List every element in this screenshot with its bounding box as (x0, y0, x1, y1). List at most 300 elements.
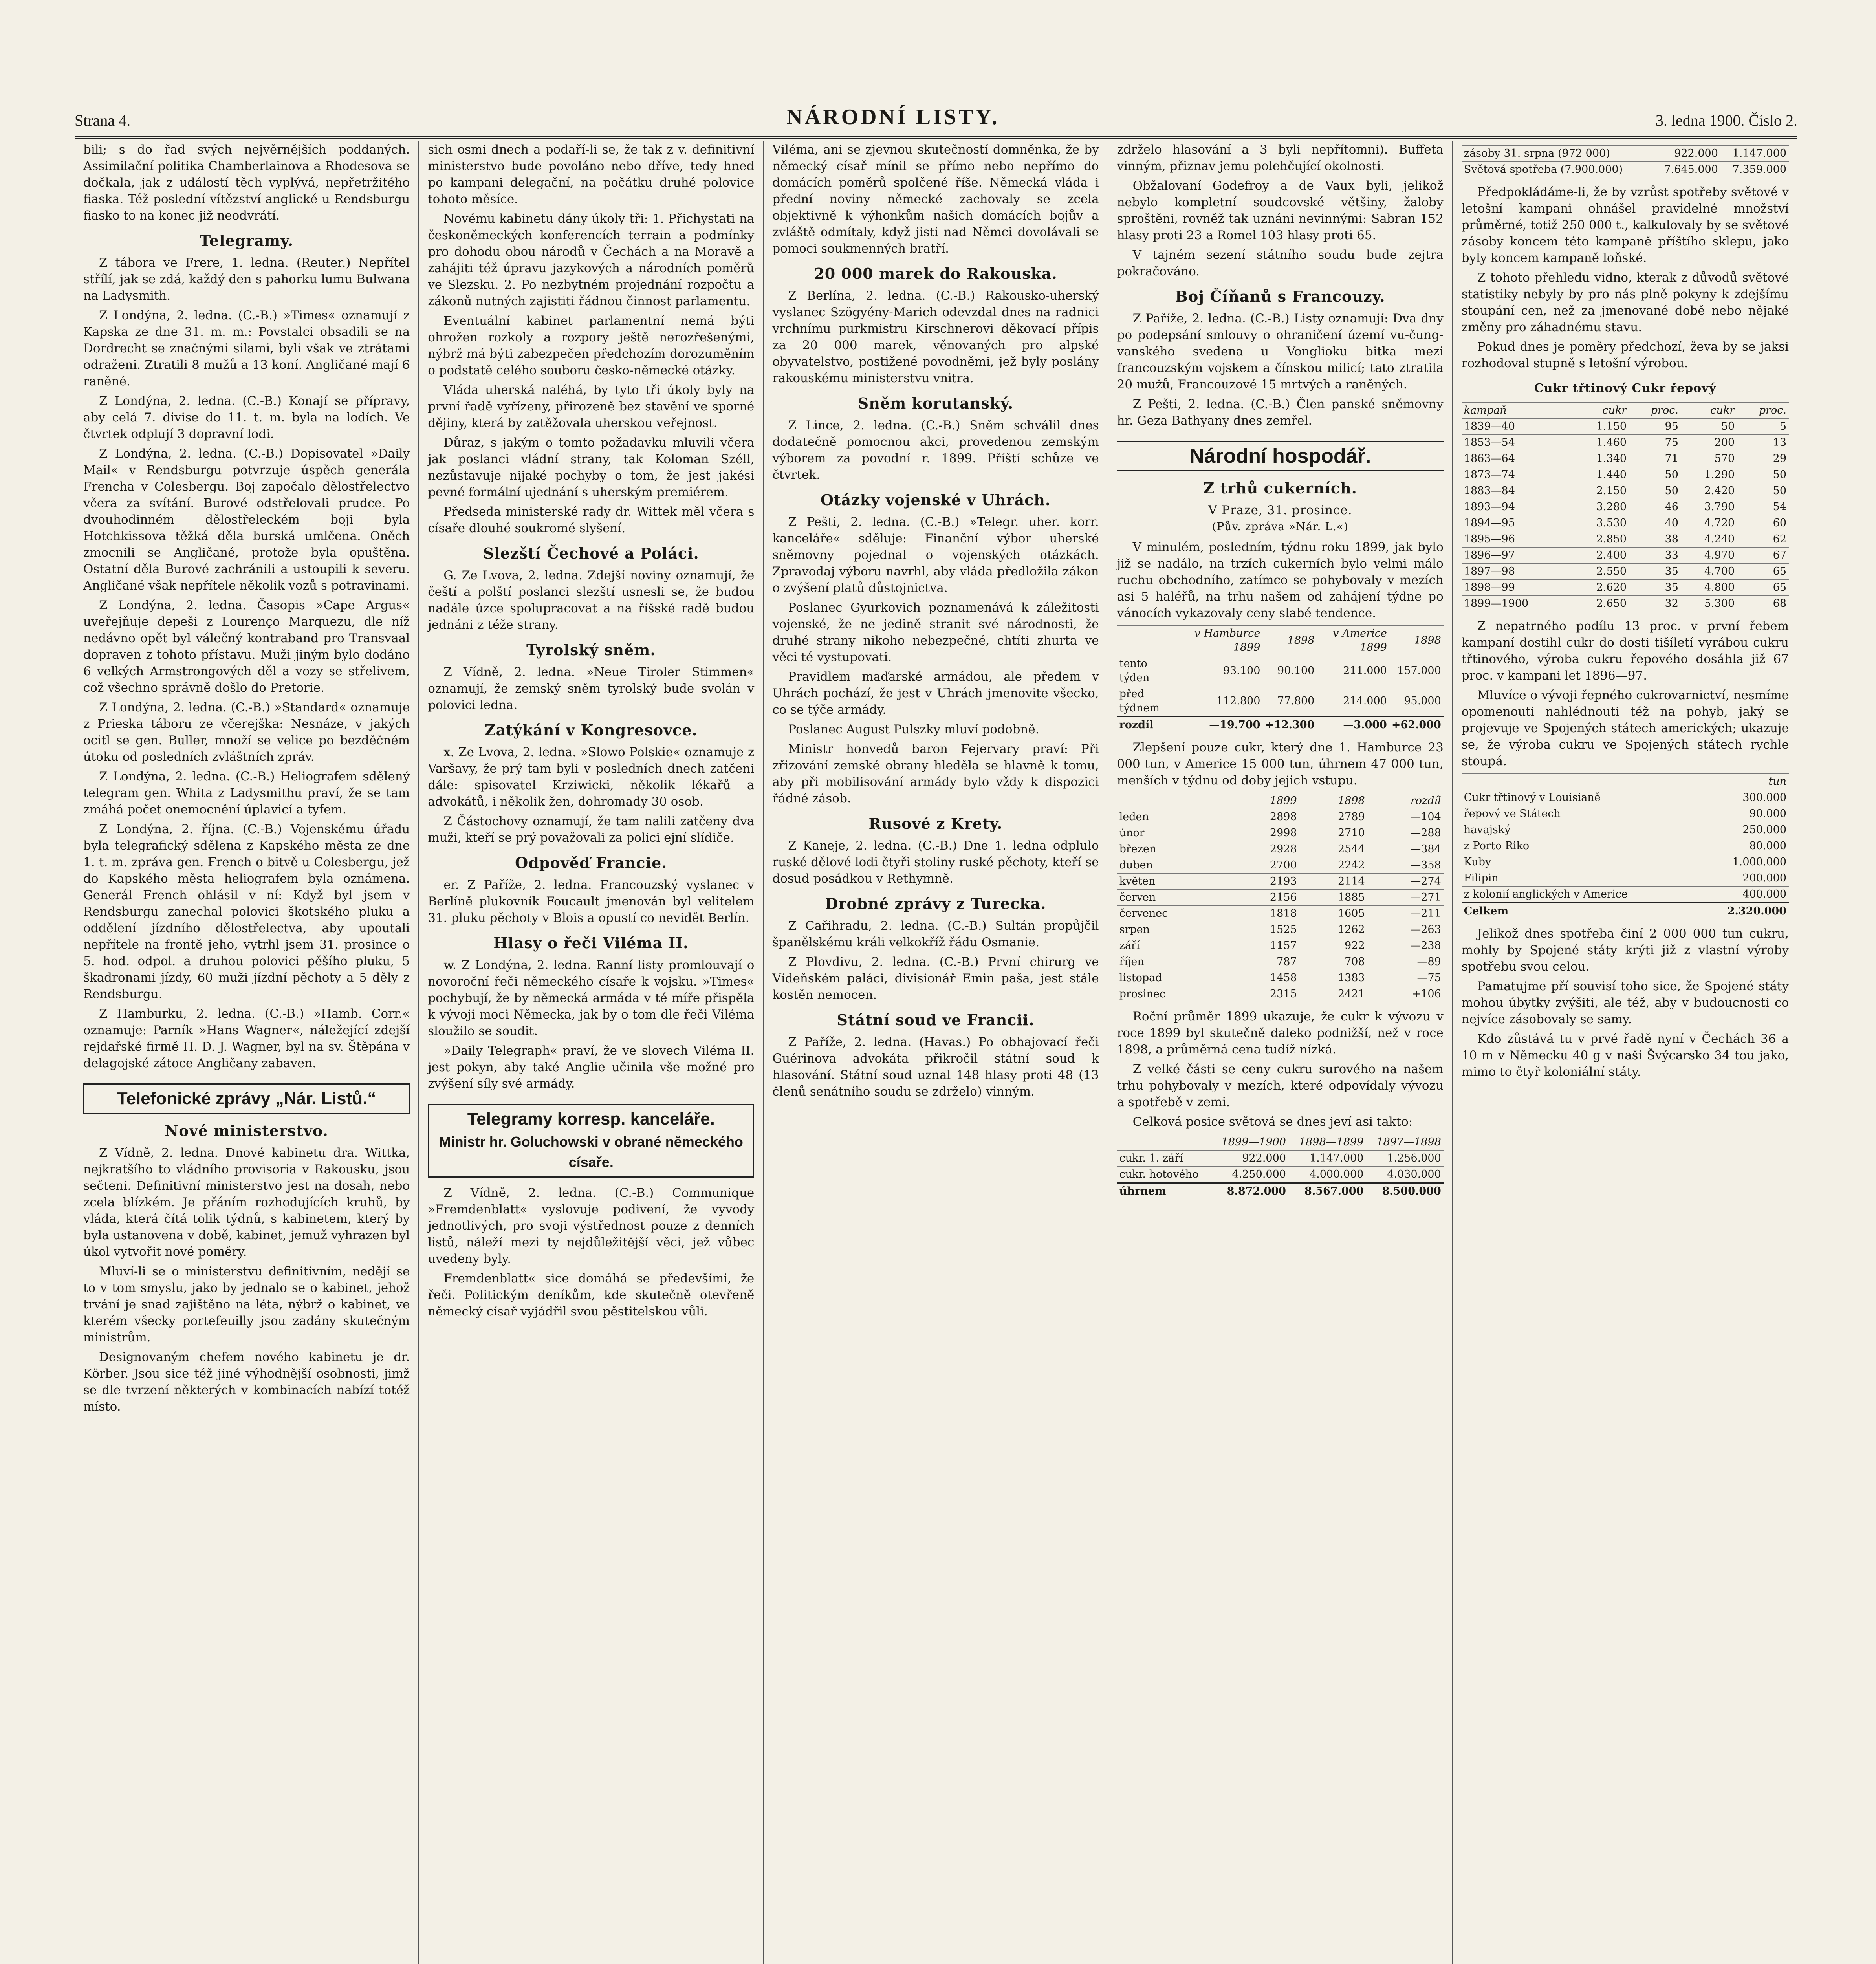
table-header-cell: v Hamburce 1899 (1178, 626, 1263, 656)
table-cell: 1853—54 (1462, 435, 1573, 451)
table-cell: 300.000 (1699, 790, 1789, 806)
table-cell: 95 (1629, 419, 1681, 435)
table-body (1462, 419, 1789, 612)
table-row (1462, 467, 1789, 483)
table-cell: 1.000.000 (1699, 854, 1789, 870)
table-row (1117, 938, 1444, 954)
table-cell: 62 (1737, 531, 1789, 548)
page-number: Strana 4. (75, 112, 131, 129)
table-cell: 250.000 (1699, 822, 1789, 838)
table-body (1117, 656, 1444, 733)
table-cell: 35 (1629, 564, 1681, 580)
table-cell: rozdíl (1117, 717, 1178, 733)
article-paragraph: Z nepatrného podílu 13 proc. v první řebem kampaní dostihl cukr do dosti tišíletí vyrábou cukru třtinového, výroba cukru řepového dosáhla již 67 proc. v kampani let 1896—97. (1461, 619, 1789, 683)
section-title-zatykani: Zatýkání v Kongresovce. (484, 721, 698, 739)
article-paragraph: V tajném sezení státního soudu bude zejtra pokračováno. (1117, 248, 1444, 278)
table-cell: —104 (1367, 809, 1444, 825)
section-title-20000-marek: 20 000 marek do Rakouska. (814, 265, 1057, 282)
column-1 (75, 141, 419, 1964)
table-row (1462, 870, 1789, 887)
article-paragraph: Ministr honvedů baron Fejervary praví: Při zřizování zemské obrany hleděla se hlavně k tomu, aby při mobilisování armády bylo vždy k dispozici řádné zásob. (772, 742, 1099, 806)
table-cell: 2315 (1231, 986, 1299, 1002)
table-cell: 5 (1737, 419, 1789, 435)
table-cell: 570 (1681, 451, 1737, 467)
table-usa-sources (1462, 773, 1789, 919)
table-cell: 400.000 (1699, 887, 1789, 903)
table-cell: 922 (1299, 938, 1367, 954)
table-row (1462, 146, 1789, 162)
table-cell: prosinec (1117, 986, 1231, 1002)
table-cell: 1.460 (1573, 435, 1629, 451)
table-cell: 1893—94 (1462, 499, 1573, 515)
table-row (1117, 841, 1444, 857)
table-cell: 75 (1629, 435, 1681, 451)
table-cell: 1863—64 (1462, 451, 1573, 467)
article-paragraph: x. Ze Lvova, 2. ledna. »Slowo Polskie« oznamuje z Varšavy, že prý tam byli v posledních dnech zatčeni dále: spisovatel Krziwicki, několik lékařů a advokátů, i několik žen, dohromady 30 osob. (428, 745, 755, 809)
table-cell: listopad (1117, 970, 1231, 986)
table-header-cell: tun (1699, 774, 1789, 790)
section-title-rusove-z-krety: Rusové z Krety. (868, 815, 1003, 832)
article-paragraph: Fremdenblatt« sice domáhá se předevšími, že řeči. Politickým deníkům, kde skutečně otevřeně německý císař vyjádřil svou pěstitelskou vůli. (428, 1271, 755, 1319)
table-cell: 1898—99 (1462, 580, 1573, 596)
article-paragraph: Důraz, s jakým o tomto požadavku mluvili včera jak poslanci vládní strany, tak Koloman Széll, nezůstavuje nijaké pochyby o tom, že jest jakési pevné formální ujednání s uherským premiérem. (428, 436, 755, 499)
table-row (1462, 451, 1789, 467)
table-header-cell: 1898 (1262, 626, 1317, 656)
column-4 (1108, 141, 1453, 1964)
table-cell: 2421 (1299, 986, 1367, 1002)
table-cell: Celkem (1462, 903, 1699, 920)
table-cell: 2193 (1231, 874, 1299, 890)
table-cell: 33 (1629, 548, 1681, 564)
table-cell: řepový ve Státech (1462, 806, 1699, 822)
columns (75, 141, 1797, 1964)
article-continuation: Viléma, ani se zjevnou skutečností domněnka, že by německý císař mínil se přímo nebo nepřímo do domácích poměrů spolčené říše. Německá vláda i přední noviny německé zachovaly se zcela objektivně k výhonkům našich domácích bojův a zvláště odmítaly, když jisti nad Němci dovolávali se pomoci soukmenných bratří. (772, 143, 1099, 256)
table-row (1117, 970, 1444, 986)
table-cell: 1818 (1231, 906, 1299, 922)
table-world-position (1117, 1134, 1444, 1199)
table-cell: 1605 (1299, 906, 1367, 922)
section-title-tyrolsky-snem: Tyrolský sněm. (526, 641, 656, 659)
table-cell: 80.000 (1699, 838, 1789, 854)
table-cell: červen (1117, 890, 1231, 906)
table-cell: Cukr třtinový v Louisianě (1462, 790, 1699, 806)
table-row (1117, 825, 1444, 841)
table-cell: 1458 (1231, 970, 1299, 986)
table-cell: květen (1117, 874, 1231, 890)
table-header-cell (1117, 1134, 1211, 1151)
article-paragraph: Mluví-li se o ministerstvu definitivním, nedějí se to v tom smyslu, jako by jednalo se o kabinet, jehož trvání je snad zajištěno na léta, nýbrž o kabinet, ve kterém všecky portefeuilly jsou zadány skutečným ministrům. (83, 1264, 410, 1345)
table-row (1462, 564, 1789, 580)
article-paragraph: Z velké části se ceny cukru surového na našem trhu pohybovaly v mezích, které odpovídaly vývozu a spotřebě v zemi. (1117, 1062, 1444, 1109)
article-paragraph: Z Vídně, 2. ledna. »Neue Tiroler Stimmen« oznamují, že zemský sněm tyrolský bude svolán v polovici ledna. (428, 665, 755, 712)
table-header-row (1462, 403, 1789, 419)
table-cell: 157.000 (1389, 656, 1444, 686)
section-title-narodni-hospodar: Národní hospodář. (1117, 441, 1444, 471)
article-paragraph: G. Ze Lvova, 2. ledna. Zdejší noviny oznamují, že čeští a polští poslanci slezští usnesli se, že budou nadále úzce spolupracovat a na říšské radě budou jednáni z téže strany. (428, 568, 755, 632)
table-cell: tento týden (1117, 656, 1178, 686)
table-cell: říjen (1117, 954, 1231, 970)
table-cell: 1883—84 (1462, 483, 1573, 499)
table-cell: úhrnem (1117, 1183, 1211, 1200)
table-cell: 2998 (1231, 825, 1299, 841)
table-cell: 214.000 (1317, 686, 1389, 717)
section-title-telegramy: Telegramy. (200, 232, 294, 249)
table-cell: 7.359.000 (1720, 162, 1789, 178)
table-header-cell: cukr (1573, 403, 1629, 419)
telegram-item: Z Londýna, 2. ledna. (C.-B.) Heliografem sdělený telegram gen. Whita z Ladysmithu praví, že se tam zmáhá počet onemocnění úplavicí a tyfem. (83, 769, 410, 817)
table-body (1462, 146, 1789, 178)
issue-date: 3. ledna 1900. Číslo 2. (1655, 112, 1797, 129)
table-cell: Filipin (1462, 870, 1699, 887)
table-cell: 90.000 (1699, 806, 1789, 822)
table-row (1462, 499, 1789, 515)
table-cell: 3.790 (1681, 499, 1737, 515)
article-paragraph: »Daily Telegraph« praví, že ve slovech Viléma II. jest pokyn, aby také Anglie učinila vše možné pro zvýšení síly své armády. (428, 1044, 755, 1091)
article-paragraph: Obžalovaní Godefroy a de Vaux byli, jelikož nebylo kompletní soudcovské většiny, žaloby sproštěni, rovněž tak uznáni nevinnými: Sabran 152 hlasy proti 23 a Romel 103 hlasy proti 65. (1117, 179, 1444, 242)
table-cell: 1895—96 (1462, 531, 1573, 548)
table-cukr-trtinovy-repny (1462, 402, 1789, 612)
table-header-cell: 1898 (1299, 793, 1367, 809)
table-row (1117, 986, 1444, 1002)
table-cell: Kuby (1462, 854, 1699, 870)
table-cell: 1525 (1231, 922, 1299, 938)
article-paragraph: Z Berlína, 2. ledna. (C.-B.) Rakousko-uherský vyslanec Szögyény-Marich odevzdal dnes na radnici vrchnímu purkmistru Kirschnerovi děkovací přípis za 20 000 marek, věnovaných pro alpské obyvatelstvo, postižené povodněmi, jež byly poslány rakouskému ministerstvu vnitra. (772, 289, 1099, 385)
section-box-telefonicke-zpravy: Telefonické zprávy „Nár. Listů.“ (83, 1083, 410, 1114)
table-cell: 1894—95 (1462, 515, 1573, 531)
section-title-slezsti-cechove: Slezští Čechové a Poláci. (483, 544, 699, 562)
table-row (1462, 822, 1789, 838)
table-cell: 2.150 (1573, 483, 1629, 499)
telegram-item: Z Hamburku, 2. ledna. (C.-B.) »Hamb. Corr.« oznamuje: Parník »Hans Wagner«, náležející zdejší rejdařské firmě H. D. J. Wagner, byl na sv. Štěpána v delagojské zátoce Angličany zabaven. (83, 1007, 410, 1070)
article-paragraph: Z Paříže, 2. ledna. (C.-B.) Listy oznamují: Dva dny po podepsání smlouvy o ohraničení území vu-čung-vanského svedena u Vonglioku bitka mezi francouzským vojskem a čínskou milicí; tato ztratila 20 mužů, Francouzové 15 mrtvých a raněných. (1117, 311, 1444, 392)
table-title: Cukr třtinový Cukr řepový (1534, 381, 1717, 395)
telegram-item: Z Londýna, 2. ledna. (C.-B.) Konají se přípravy, aby celá 7. divise do 11. t. m. byla na lodích. Ve čtvrtek odplují 3 dopravní lodi. (83, 394, 410, 441)
table-cell: 1899—1900 (1462, 596, 1573, 612)
table-row (1117, 906, 1444, 922)
table-header-cell: 1897—1898 (1366, 1134, 1443, 1151)
article-paragraph: Z Lince, 2. ledna. (C.-B.) Sněm schválil dnes dodatečně pomocnou akci, provedenou zemským výborem za povodní r. 1899. Příští schůze ve čtvrtek. (772, 418, 1099, 482)
telegram-item: Z tábora ve Frere, 1. ledna. (Reuter.) Nepřítel střílí, jak se zdá, každý den s pahorku lumu Bulwana na Ladysmith. (83, 256, 410, 303)
table-cell: 50 (1629, 483, 1681, 499)
section-title-ministerstvo: Nové ministerstvo. (165, 1122, 328, 1140)
table-cell: 4.970 (1681, 548, 1737, 564)
table-cell: —75 (1367, 970, 1444, 986)
table-cell: 2242 (1299, 857, 1367, 874)
table-cell: 7.645.000 (1652, 162, 1720, 178)
table-header-row (1462, 774, 1789, 790)
table-cell: havajský (1462, 822, 1699, 838)
table-cell: 2.550 (1573, 564, 1629, 580)
page-header (75, 98, 1797, 139)
table-cell: 1.340 (1573, 451, 1629, 467)
table-cell: 50 (1737, 467, 1789, 483)
table-cell: 2.620 (1573, 580, 1629, 596)
table-cell: 112.800 (1178, 686, 1263, 717)
table-cell: srpen (1117, 922, 1231, 938)
table-cell: 1.147.000 (1288, 1151, 1366, 1167)
section-title-odpoved-francie: Odpověď Francie. (515, 854, 667, 872)
table-header-cell: v Americe 1899 (1317, 626, 1389, 656)
table-cell: —211 (1367, 906, 1444, 922)
table-row (1462, 903, 1789, 920)
table-cell: 68 (1737, 596, 1789, 612)
table-header-cell (1462, 774, 1699, 790)
table-cell: zásoby 31. srpna (972 000) (1462, 146, 1652, 162)
article-paragraph: Eventuální kabinet parlamentní nemá býti ohrožen rozkoly a rozpory ještě nerozřešenými, nýbrž má býti zabezpečen předchozím dorozuměním o podstatě celého souboru česko-německé otázky. (428, 314, 755, 377)
table-cell: —271 (1367, 890, 1444, 906)
table-cell: 29 (1737, 451, 1789, 467)
table-header-cell: 1898—1899 (1288, 1134, 1366, 1151)
table-cell: 1157 (1231, 938, 1299, 954)
table-header-cell (1117, 626, 1178, 656)
table-cell: 4.000.000 (1288, 1167, 1366, 1183)
article-paragraph: w. Z Londýna, 2. ledna. Ranní listy promlouvají o novoroční řeči německého císaře k vojsku. »Times« pochybují, že by německá armáda v té míře přispěla k vývoji moci Německa, jak by o tom dle řeči Viléma sloužilo se soudit. (428, 958, 755, 1038)
table-cell: 40 (1629, 515, 1681, 531)
article-paragraph: Z Pešti, 2. ledna. (C.-B.) »Telegr. uher. korr. kanceláře« sděluje: Finanční výbor uherské sněmovny pojednal o vojenských otázkách. Zpravodaj výboru navrhl, aby vláda předložila zákon o zvýšení platů důstojnictva. (772, 515, 1099, 595)
article-paragraph: Poslanec August Pulszky mluví podobně. (788, 722, 1039, 736)
table-row (1117, 1167, 1444, 1183)
table-row (1117, 857, 1444, 874)
table-row (1117, 809, 1444, 825)
section-title-boj-cinanu: Boj Číňanů s Francouzy. (1175, 288, 1385, 305)
article-paragraph: Designovaným chefem nového kabinetu je dr. Körber. Jsou sice též jiné výhodnější osobnosti, jimž se dle tvrzení některých v kombinacích nabízí totéž místo. (83, 1350, 410, 1414)
article-paragraph: Pokud dnes je poměry předchozí, ževa by se jaksi rozhodoval stupně s letošní výrobou. (1461, 340, 1789, 370)
table-cell: —274 (1367, 874, 1444, 890)
table-header-row (1117, 1134, 1444, 1151)
table-cell: 71 (1629, 451, 1681, 467)
article-paragraph: Z Vídně, 2. ledna. (C.-B.) Communique »Fremdenblatt« vyslovuje podivení, že vyvody jednotlivých, pro svoji výstřednost pouze z denních listů, náleží mezi ty nejdůležitější věci, jež vůbec uvedeny byly. (428, 1186, 755, 1266)
section-title-otazky-vojenske: Otázky vojenské v Uhrách. (820, 491, 1051, 509)
section-title-snem: Sněm korutanský. (857, 394, 1014, 412)
table-cell: —288 (1367, 825, 1444, 841)
article-paragraph: Z Kaneje, 2. ledna. (C.-B.) Dne 1. ledna odplulo ruské dělové lodi čtyři stoliny ruské pěchoty, kteří se dosud posádkou v Rethymně. (772, 839, 1099, 886)
table-cell: 1.147.000 (1720, 146, 1789, 162)
article-paragraph: Celková posice světová se dnes jeví asi takto: (1132, 1115, 1413, 1129)
table-row (1462, 806, 1789, 822)
box-subtitle: Ministr hr. Goluchowski v obrané německého císaře. (439, 1134, 743, 1170)
table-row (1462, 515, 1789, 531)
table-cell: 3.280 (1573, 499, 1629, 515)
table-cell: 2.320.000 (1699, 903, 1789, 920)
column-5 (1453, 141, 1797, 1964)
table-row (1462, 435, 1789, 451)
table-cell: 708 (1299, 954, 1367, 970)
table-row (1462, 531, 1789, 548)
section-title-statni-soud: Státní soud ve Francii. (837, 1011, 1035, 1029)
table-body (1117, 809, 1444, 1002)
table-body (1462, 790, 1789, 920)
table-cell: leden (1117, 809, 1231, 825)
table-cell: březen (1117, 841, 1231, 857)
table-cell: +12.300 (1262, 717, 1317, 733)
table-row (1117, 890, 1444, 906)
table-cell: 77.800 (1262, 686, 1317, 717)
table-cell: 90.100 (1262, 656, 1317, 686)
table-zasoby (1462, 145, 1789, 178)
table-cell: 922.000 (1652, 146, 1720, 162)
article-paragraph: Z Pešti, 2. ledna. (C.-B.) Člen panské sněmovny hr. Geza Bathyany dnes zemřel. (1117, 397, 1444, 428)
table-cell: z kolonií anglických v Americe (1462, 887, 1699, 903)
table-cell: září (1117, 938, 1231, 954)
paper-title: NÁRODNÍ LISTY. (786, 105, 1000, 129)
table-cell: z Porto Riko (1462, 838, 1699, 854)
table-cell: 1896—97 (1462, 548, 1573, 564)
table-row (1117, 954, 1444, 970)
table-row (1117, 874, 1444, 890)
table-cell: +106 (1367, 986, 1444, 1002)
article-paragraph: Pravidlem maďarské armádou, ale předem v Uhrách pochází, že jest v Uhrách jmenovite všecko, co se týče armády. (772, 670, 1099, 717)
table-cell: —358 (1367, 857, 1444, 874)
table-row (1462, 596, 1789, 612)
table-row (1462, 419, 1789, 435)
table-row (1117, 1151, 1444, 1167)
table-cell: 2.850 (1573, 531, 1629, 548)
table-cell: —263 (1367, 922, 1444, 938)
article-paragraph: Poslanec Gyurkovich poznamenává k záležitosti vojenské, že ne jedině stranit své národnosti, že druhé strany nikoho nebezpečné, chtíti zhurta ve věci té vystupovati. (772, 601, 1099, 664)
article-paragraph: Z Cařihradu, 2. ledna. (C.-B.) Sultán propůjčil španělskému králi velkokříž řádu Osmanie. (772, 919, 1099, 949)
table-cell: 50 (1629, 467, 1681, 483)
table-row (1462, 580, 1789, 596)
table-header-cell: proc. (1737, 403, 1789, 419)
table-cell: před týdnem (1117, 686, 1178, 717)
table-row (1117, 1183, 1444, 1200)
table-cell: 922.000 (1211, 1151, 1288, 1167)
table-monthly (1117, 793, 1444, 1002)
table-header-cell: kampaň (1462, 403, 1573, 419)
table-cell: 8.567.000 (1288, 1183, 1366, 1200)
table-cell: 2710 (1299, 825, 1367, 841)
box-title-text: Telegramy korresp. kanceláře. (467, 1109, 715, 1129)
table-cell: 50 (1737, 483, 1789, 499)
article-paragraph: Z Paříže, 2. ledna. (Havas.) Po obhajovací řeči Guérinova advokáta přikročil státní soud k hlasování. Státní soud uznal 148 hlasy proti 48 (13 členů senátního soudu se zdrželo) vinným. (772, 1035, 1099, 1099)
table-cell: 95.000 (1389, 686, 1444, 717)
table-cell: —89 (1367, 954, 1444, 970)
article-paragraph: er. Z Paříže, 2. ledna. Francouzský vyslanec v Berlíně plukovník Foucault jmenován byl velitelem 31. pluku pěchoty v Blois a opustí co nevidět Berlín. (428, 878, 755, 925)
table-row (1462, 854, 1789, 870)
article-paragraph: Vláda uherská naléhá, by tyto tři úkoly byly na první řadě vyřízeny, přirozeně bez stavění ve sporné dějiny, která by zatěžovala uherskou veřejnost. (428, 383, 755, 430)
article-paragraph: Mluvíce o vývoji řepného cukrovarnictví, nesmíme opomenouti nahlédnouti též na pohyb, jaký se projevuje ve Spojených státech amerických; ukazuje se, že výroba cukru ve Spojených státech rychle stoupá. (1461, 688, 1789, 768)
table-cell: 4.800 (1681, 580, 1737, 596)
source-note: (Pův. zpráva »Nár. L.«) (1212, 520, 1348, 533)
table-cell: 54 (1737, 499, 1789, 515)
table-cell: červenec (1117, 906, 1231, 922)
table-cell: —19.700 (1178, 717, 1263, 733)
table-cell: 2928 (1231, 841, 1299, 857)
article-paragraph: Pamatujme pří souvisí toho sice, že Spojené státy mohou úbytky zvýšiti, ale též, aby v budoucnosti co nejvíce zásobovaly se samy. (1461, 979, 1789, 1026)
table-cell: 1262 (1299, 922, 1367, 938)
table-row (1117, 717, 1444, 733)
table-header-cell: rozdíl (1367, 793, 1444, 809)
table-cell: 4.720 (1681, 515, 1737, 531)
table-body (1117, 1151, 1444, 1200)
table-header-row (1117, 793, 1444, 809)
table-row (1117, 656, 1444, 686)
table-cell: 38 (1629, 531, 1681, 548)
telegram-item: Z Londýna, 2. ledna. Časopis »Cape Argus« uveřejňuje depeši z Lourenço Marquezu, dle níž nedávno opět byl válečný kontraband pro Transvaal dopraven z tohoto přístavu. Muži jiným bylo dodáno 6 velkých Armstrongových děl a vozy se střelivem, což všechno správně došlo do Pretorie. (83, 598, 410, 695)
table-cell: 1.256.000 (1366, 1151, 1443, 1167)
table-header-cell: proc. (1629, 403, 1681, 419)
table-cell: 2544 (1299, 841, 1367, 857)
table-cell: 787 (1231, 954, 1299, 970)
table-cell: —384 (1367, 841, 1444, 857)
table-cell: Světová spotřeba (7.900.000) (1462, 162, 1652, 178)
section-title-turecko: Drobné zprávy z Turecka. (825, 895, 1046, 912)
table-cell: 1383 (1299, 970, 1367, 986)
telegram-item: Z Londýna, 2. ledna. (C.-B.) »Times« oznamují z Kapska ze dne 31. m. m.: Povstalci obsadili se na Dordrecht se značnými silami, byli však ve ztrátami odraženi. Ztratili 8 mužů a 13 koní. Angličané mají 6 raněné. (83, 308, 410, 388)
article-paragraph: V minulém, posledním, týdnu roku 1899, jak bylo již se nadálo, na trzích cukerních bylo velmi málo ruchu obchodního, zatímco se pohybovaly v mezích asi 5 haléřů, na trhu našem od zahájení týdne po vánocích vykazovaly ceny slabé tendence. (1117, 540, 1444, 620)
table-cell: 4.030.000 (1366, 1167, 1443, 1183)
article-paragraph: Jelikož dnes spotřeba činí 2 000 000 tun cukru, mohly by Spojené státy krýti již z vlastní výroby spotřebu svou celou. (1461, 927, 1789, 974)
table-header-cell: 1899—1900 (1211, 1134, 1288, 1151)
table-row (1462, 162, 1789, 178)
dateline: V Praze, 31. prosince. (1208, 503, 1352, 517)
table-cell: 13 (1737, 435, 1789, 451)
table-cell: 93.100 (1178, 656, 1263, 686)
telegram-item: Z Londýna, 2. října. (C.-B.) Vojenskému úřadu byla telegrafický sdělena z Kapského města ze dne 1. t. m. zpráva gen. French o bitvě u Colesbergu, jež do Kapského města heliografem byla oznámena. Generál French ohlásil v ní: Když byl jsem v Rendsburgu zanechal polovici škotského pluku a oddělení jízdního dělostřelectva, aby upoutali nepřítele na frontě jeho, vytrhl jsem 31. prosince o 5. hod. odpol. a druhou polovici pěšího pluku, 5 škadronami jízdy, 60 muži jízdní pěchoty a 5 děly z Rendsburgu. (83, 822, 410, 1001)
table-cell: 1.150 (1573, 419, 1629, 435)
table-header-cell (1117, 793, 1231, 809)
table-cell: cukr. hotového (1117, 1167, 1211, 1183)
article-continuation: bili; s do řad svých nejvěrnějších poddaných. Assimilační politika Chamberlainova a Rhodesova se dočkala, jak z událostí těch vyplývá, nepřetržitého fiaska. Též poslední vítězství anglické u Rendsburgu fiasko to na konec již neodvrátí. (83, 143, 410, 223)
table-header-cell: 1898 (1389, 626, 1444, 656)
table-header-row (1117, 626, 1444, 656)
column-3 (764, 141, 1108, 1964)
table-cell: 4.250.000 (1211, 1167, 1288, 1183)
table-cell: 8.872.000 (1211, 1183, 1288, 1200)
article-continuation: sich osmi dnech a podaří-li se, že tak z v. definitivní ministerstvo bude povoláno nebo dříve, tedy hned po kampani delegační, na počátku druhé polovice tohoto měsíce. (428, 143, 755, 206)
table-cell: 1.440 (1573, 467, 1629, 483)
table-cell: 2.420 (1681, 483, 1737, 499)
table-cell: 3.530 (1573, 515, 1629, 531)
table-cell: 50 (1681, 419, 1737, 435)
table-cell: —3.000 (1317, 717, 1389, 733)
table-row (1462, 838, 1789, 854)
table-header-cell: cukr (1681, 403, 1737, 419)
article-paragraph: Zlepšení pouze cukr, který dne 1. Hamburce 23 000 tun, v Americe 15 000 tun, úhrnem 47 000 tun, menších v týdnu od doby jejich vstupu. (1117, 740, 1444, 788)
table-cell: 211.000 (1317, 656, 1389, 686)
table-cell: 2898 (1231, 809, 1299, 825)
table-cell: 1897—98 (1462, 564, 1573, 580)
article-paragraph: Z Vídně, 2. ledna. Dnové kabinetu dra. Wittka, nejkratšího to vládního provisoria v Rakousku, jsou sečteni. Definitivní ministerstvo jest na dosah, nebo zcela blízkém. Je přáním rozhodujících kruhů, by vláda, která čítá tolik týdnů, s kabinetem, který by byla ustanovena v době, kabinet, jemuž vyhrazen byl úkol vytvořit nové poměry. (83, 1146, 410, 1259)
section-title-hlasy-o-reci: Hlasy o řeči Viléma II. (493, 934, 689, 952)
article-paragraph: Z Plovdivu, 2. ledna. (C.-B.) První chirurg ve Vídeňském paláci, divisionář Emin paša, jest stále kostěn nemocen. (772, 955, 1099, 1002)
article-paragraph: Předpokládáme-li, že by vzrůst spotřeby světové v letošní kampani ohnášel pravidelné množství průměrné, totiž 250 000 t., kalkulovaly by se světové zásoby koncem této kampaně příštího sklepu, jako byly koncem kampaně loňské. (1461, 185, 1789, 265)
table-cell: 8.500.000 (1366, 1183, 1443, 1200)
telegram-item: Z Londýna, 2. ledna. (C.-B.) »Standard« oznamuje z Prieska táboru ze včerejška: Nesnáze, v jakých ocitl se gen. Buller, množí se velice po bezděčném útoku od posledních zvláštních zpráv. (83, 700, 410, 764)
article-paragraph: Kdo zůstává tu v prvé řadě nyní v Čechách 36 a 10 m v Německu 40 g v naší Švýcarsko 34 tou jako, mimo to čtyř koloniální státy. (1461, 1032, 1789, 1079)
table-cell: 2789 (1299, 809, 1367, 825)
table-cell: 2700 (1231, 857, 1299, 874)
table-cell: 1873—74 (1462, 467, 1573, 483)
table-row (1117, 922, 1444, 938)
table-cell: 65 (1737, 564, 1789, 580)
table-cell: 5.300 (1681, 596, 1737, 612)
table-header-cell: 1899 (1231, 793, 1299, 809)
table-row (1462, 548, 1789, 564)
table-row (1117, 686, 1444, 717)
table-row (1462, 790, 1789, 806)
telegram-item: Z Londýna, 2. ledna. (C.-B.) Dopisovatel »Daily Mail« v Rendsburgu potvrzuje úspěch generála Frencha v Colesbergu. Boj započalo dělostřelectvo včera za svítání. Burové odstřelovali prudce. Po dvouhodinném dělostřeleckém boji byla Hotchkissova těžká děla burská umlčena. Oněch zmocnili se Angličané, protože byla opuštěna. Ostatní děla Burové zachránili a ustoupili k severu. Angličané však nepřítele několik vozů s potravinami. (83, 447, 410, 593)
table-cell: 46 (1629, 499, 1681, 515)
table-row (1462, 887, 1789, 903)
article-paragraph: Předseda ministerské rady dr. Wittek měl včera s císaře dlouhé soukromé slyšení. (428, 505, 755, 535)
table-cell: 4.700 (1681, 564, 1737, 580)
table-cell: 4.240 (1681, 531, 1737, 548)
table-row (1462, 483, 1789, 499)
table-cell: 200.000 (1699, 870, 1789, 887)
table-cell: 200 (1681, 435, 1737, 451)
table-hamburk-amerika (1117, 625, 1444, 733)
